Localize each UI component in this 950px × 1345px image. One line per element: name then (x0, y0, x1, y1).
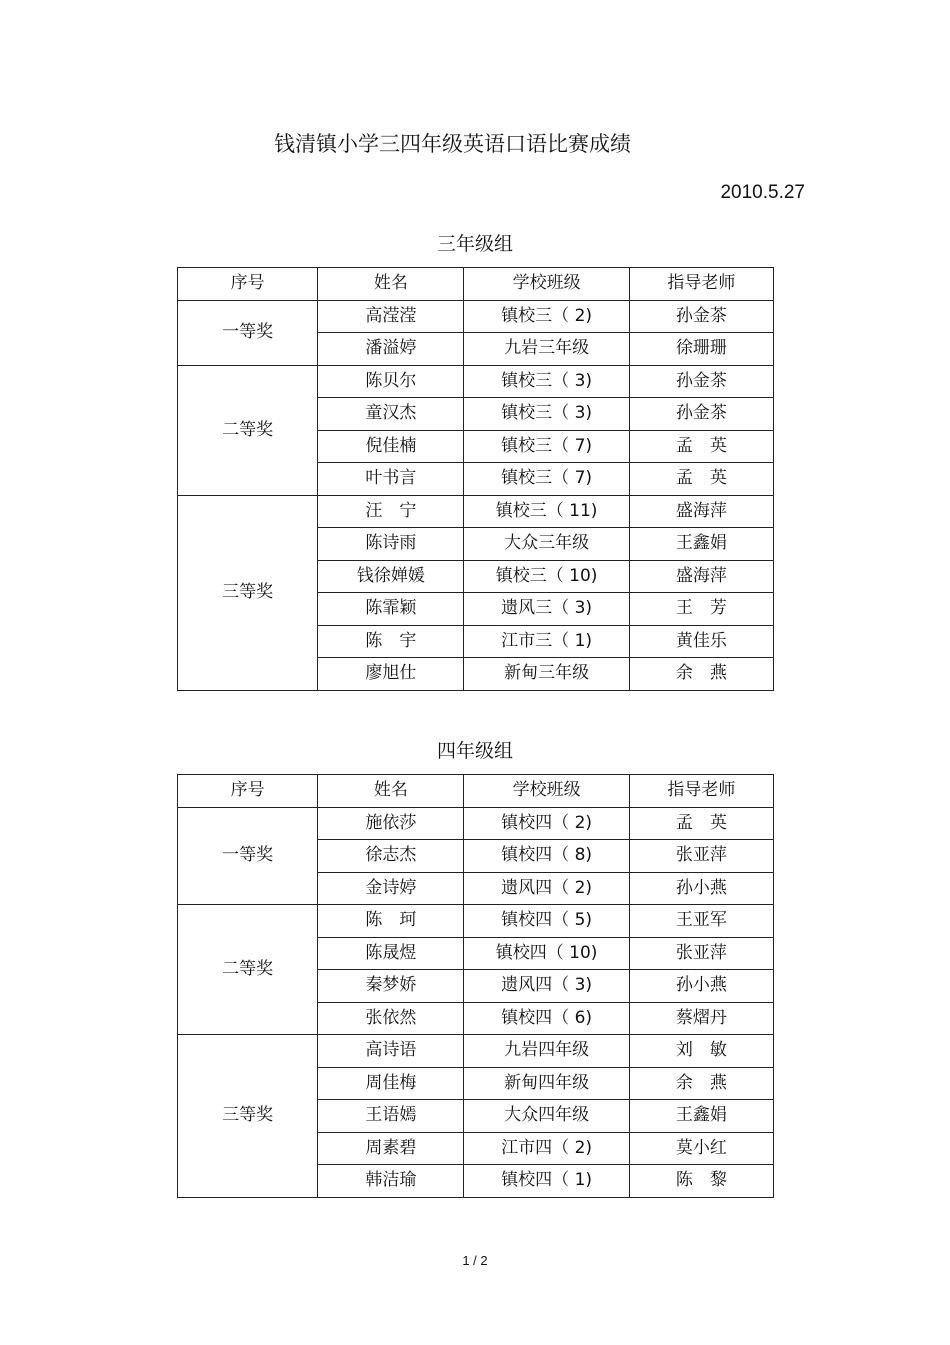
teacher-cell: 孙金茶 (629, 398, 773, 431)
school-class-cell: 镇校三（ 2) (464, 300, 629, 333)
school-class-cell: 镇校四（ 6) (464, 1002, 629, 1035)
teacher-cell: 陈 黎 (629, 1165, 773, 1198)
student-name-cell: 韩洁瑜 (318, 1165, 464, 1198)
student-name-cell: 陈霏颖 (318, 593, 464, 626)
header-name: 姓名 (318, 775, 464, 808)
student-name-cell: 张依然 (318, 1002, 464, 1035)
school-class-cell: 新甸三年级 (464, 658, 629, 691)
teacher-cell: 余 燕 (629, 658, 773, 691)
header-class: 学校班级 (464, 775, 629, 808)
teacher-cell: 盛海萍 (629, 560, 773, 593)
student-name-cell: 廖旭仕 (318, 658, 464, 691)
grade3-group-title: 三年级组 (436, 233, 513, 255)
student-name-cell: 陈 宇 (318, 625, 464, 658)
teacher-cell: 莫小红 (629, 1132, 773, 1165)
award-rank-cell: 一等奖 (178, 300, 318, 365)
award-rank-cell: 二等奖 (178, 905, 318, 1035)
school-class-cell: 九岩三年级 (464, 333, 629, 366)
school-class-cell: 镇校三（ 3) (464, 398, 629, 431)
award-rank-cell: 三等奖 (178, 495, 318, 690)
school-class-cell: 大众三年级 (464, 528, 629, 561)
header-index: 序号 (178, 268, 318, 301)
table-row (178, 365, 774, 398)
teacher-cell: 张亚萍 (629, 937, 773, 970)
grade4-group-title: 四年级组 (436, 740, 513, 762)
school-class-cell: 镇校四（ 8) (464, 840, 629, 873)
table-row (178, 905, 774, 938)
school-class-cell: 遗风四（ 3) (464, 970, 629, 1003)
header-teacher: 指导老师 (629, 775, 773, 808)
teacher-cell: 蔡熠丹 (629, 1002, 773, 1035)
header-teacher: 指导老师 (629, 268, 773, 301)
table-header-row (178, 775, 774, 808)
school-class-cell: 江市三（ 1) (464, 625, 629, 658)
student-name-cell: 陈诗雨 (318, 528, 464, 561)
school-class-cell: 镇校四（ 1) (464, 1165, 629, 1198)
table-header-row (178, 268, 774, 301)
header-index: 序号 (178, 775, 318, 808)
student-name-cell: 王语嫣 (318, 1100, 464, 1133)
table-row (178, 300, 774, 333)
student-name-cell: 施依莎 (318, 807, 464, 840)
header-class: 学校班级 (464, 268, 629, 301)
student-name-cell: 周佳梅 (318, 1067, 464, 1100)
teacher-cell: 张亚萍 (629, 840, 773, 873)
teacher-cell: 王鑫娟 (629, 528, 773, 561)
school-class-cell: 镇校三（ 11) (464, 495, 629, 528)
student-name-cell: 童汉杰 (318, 398, 464, 431)
school-class-cell: 九岩四年级 (464, 1035, 629, 1068)
grade4-score-table (177, 774, 774, 1198)
student-name-cell: 秦梦娇 (318, 970, 464, 1003)
teacher-cell: 余 燕 (629, 1067, 773, 1100)
teacher-cell: 孙金茶 (629, 365, 773, 398)
student-name-cell: 周素碧 (318, 1132, 464, 1165)
teacher-cell: 孙小燕 (629, 970, 773, 1003)
grade3-score-table (177, 267, 774, 691)
school-class-cell: 镇校三（ 3) (464, 365, 629, 398)
student-name-cell: 钱徐婵媛 (318, 560, 464, 593)
teacher-cell: 刘 敏 (629, 1035, 773, 1068)
school-class-cell: 遗风三（ 3) (464, 593, 629, 626)
student-name-cell: 金诗婷 (318, 872, 464, 905)
school-class-cell: 新甸四年级 (464, 1067, 629, 1100)
student-name-cell: 徐志杰 (318, 840, 464, 873)
school-class-cell: 镇校四（ 2) (464, 807, 629, 840)
document-title: 钱清镇小学三四年级英语口语比赛成绩 (274, 132, 631, 156)
teacher-cell: 孟 英 (629, 807, 773, 840)
page-number: 1 / 2 (462, 1253, 488, 1268)
header-name: 姓名 (318, 268, 464, 301)
student-name-cell: 高诗语 (318, 1035, 464, 1068)
teacher-cell: 孙小燕 (629, 872, 773, 905)
teacher-cell: 孟 英 (629, 463, 773, 496)
teacher-cell: 徐珊珊 (629, 333, 773, 366)
teacher-cell: 王 芳 (629, 593, 773, 626)
teacher-cell: 孙金茶 (629, 300, 773, 333)
student-name-cell: 陈贝尔 (318, 365, 464, 398)
school-class-cell: 大众四年级 (464, 1100, 629, 1133)
school-class-cell: 镇校三（ 10) (464, 560, 629, 593)
teacher-cell: 王鑫娟 (629, 1100, 773, 1133)
table-row (178, 495, 774, 528)
award-rank-cell: 二等奖 (178, 365, 318, 495)
award-rank-cell: 一等奖 (178, 807, 318, 905)
student-name-cell: 汪 宁 (318, 495, 464, 528)
school-class-cell: 镇校四（ 5) (464, 905, 629, 938)
school-class-cell: 江市四（ 2) (464, 1132, 629, 1165)
school-class-cell: 遗风四（ 2) (464, 872, 629, 905)
teacher-cell: 王亚军 (629, 905, 773, 938)
school-class-cell: 镇校三（ 7) (464, 463, 629, 496)
table-row (178, 807, 774, 840)
school-class-cell: 镇校三（ 7) (464, 430, 629, 463)
student-name-cell: 倪佳楠 (318, 430, 464, 463)
teacher-cell: 黄佳乐 (629, 625, 773, 658)
school-class-cell: 镇校四（ 10) (464, 937, 629, 970)
student-name-cell: 叶书言 (318, 463, 464, 496)
student-name-cell: 陈 珂 (318, 905, 464, 938)
teacher-cell: 盛海萍 (629, 495, 773, 528)
student-name-cell: 潘溢婷 (318, 333, 464, 366)
student-name-cell: 高滢滢 (318, 300, 464, 333)
document-date: 2010.5.27 (720, 182, 805, 203)
table-row (178, 1035, 774, 1068)
award-rank-cell: 三等奖 (178, 1035, 318, 1198)
teacher-cell: 孟 英 (629, 430, 773, 463)
student-name-cell: 陈晟煜 (318, 937, 464, 970)
